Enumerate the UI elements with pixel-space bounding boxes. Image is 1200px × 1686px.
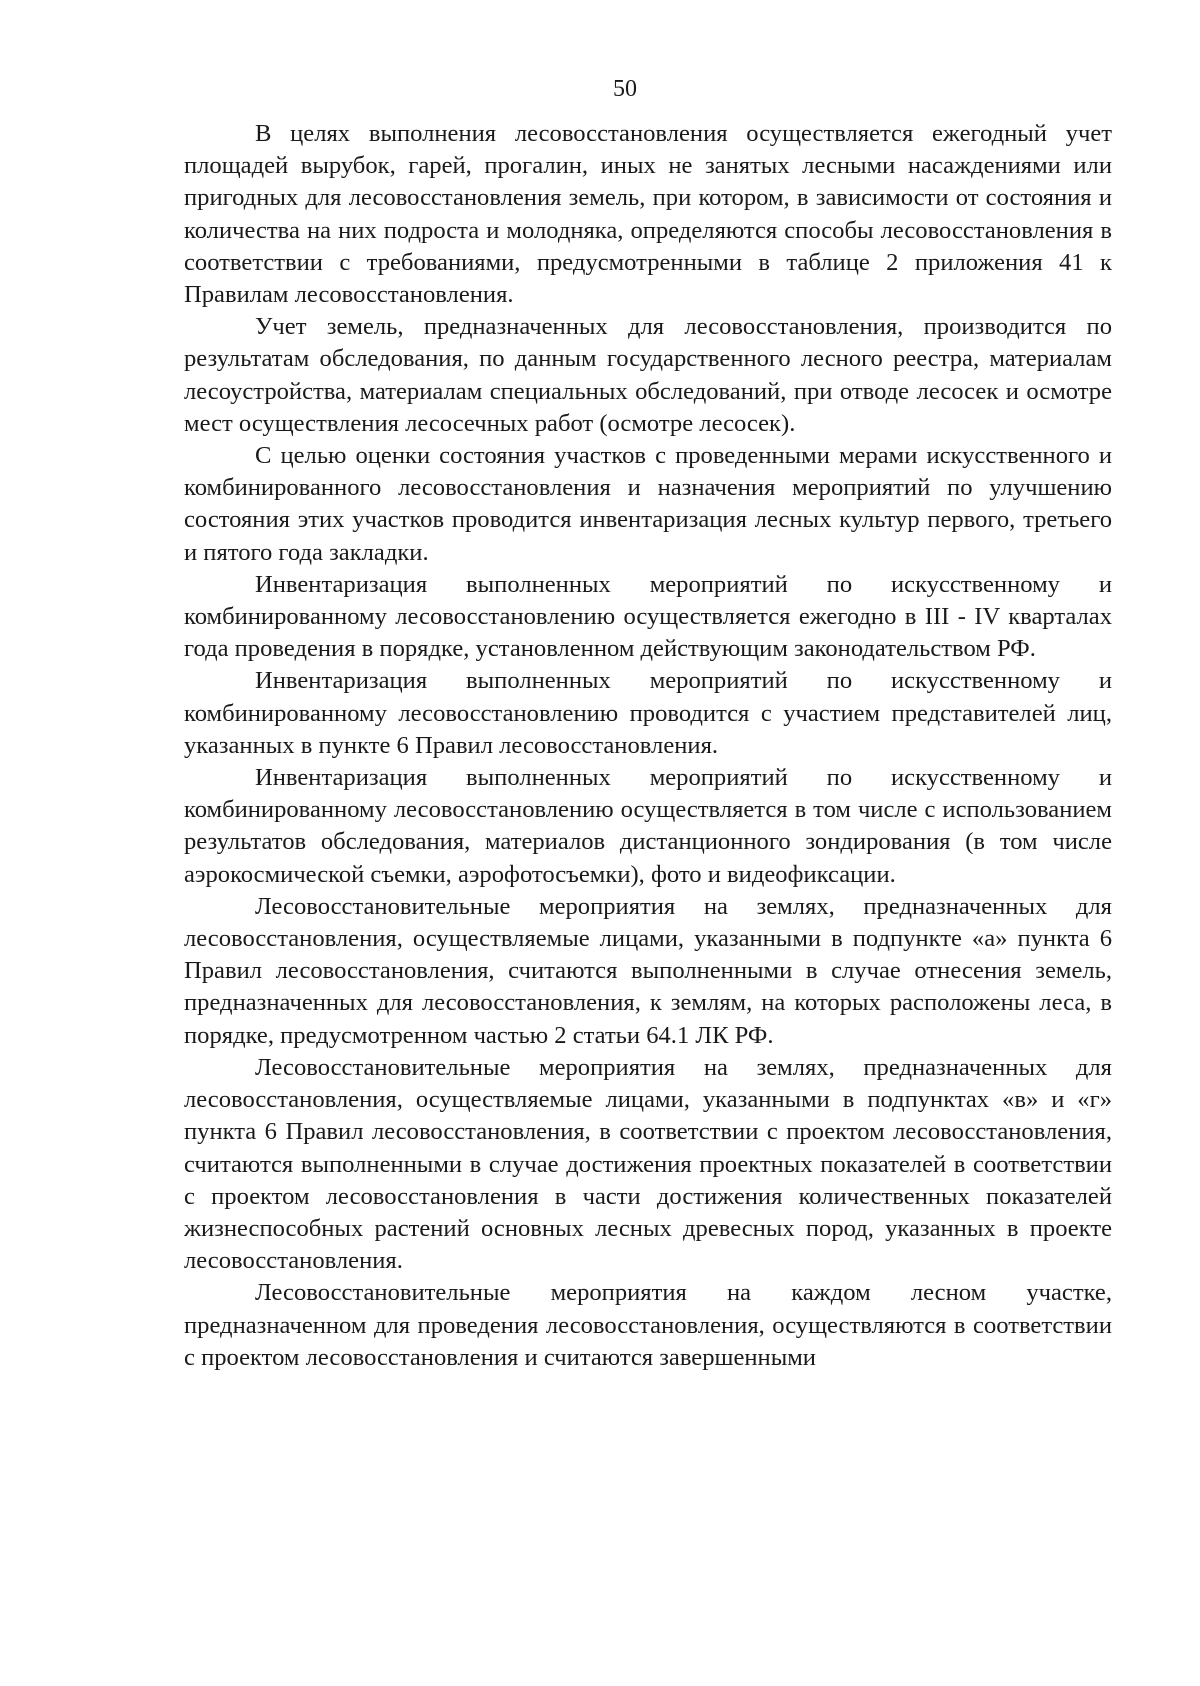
paragraph-inventory-methods: Инвентаризация выполненных мероприятий по искусственному и комбинированному лесовосстановлению осуществляется в том числе с использованием результатов обследования, материалов дистанционного зондирования (в том числе аэрокосмической съемки, аэрофотосъемки), фото и видеофиксации. xyxy=(184,764,1112,888)
paragraph-measures-each-plot: Лесовосстановительные мероприятия на каждом лесном участке, предназначенном для проведения лесовосстановления, осуществляются в соответствии с проектом лесовосстановления и считаются завершенными xyxy=(184,1279,1112,1371)
document-body xyxy=(184,118,1112,1374)
paragraph-inventory-purpose: С целью оценки состояния участков с проведенными мерами искусственного и комбинированного лесовосстановления и назначения мероприятий по улучшению состояния этих участков проводится инвентаризация лесных культур первого, третьего и пятого года закладки. xyxy=(184,442,1112,566)
paragraph-measures-subpoint-a: Лесовосстановительные мероприятия на землях, предназначенных для лесовосстановления, осуществляемые лицами, указанными в подпункте «а» пункта 6 Правил лесовосстановления, считаются выполненными в случае отнесения земель, предназначенных для лесовосстановления, к землям, на которых расположены леса, в порядке, предусмотренном частью 2 статьи 64.1 ЛК РФ. xyxy=(184,892,1112,1049)
paragraph-land-accounting: Учет земель, предназначенных для лесовосстановления, производится по результатам обследования, по данным государственного лесного реестра, материалам лесоустройства, материалам специальных обследований, при отводе лесосек и осмотре мест осуществления лесосечных работ (осмотре лесосек). xyxy=(184,313,1112,437)
page-number: 50 xyxy=(613,76,637,102)
paragraph-inventory-schedule: Инвентаризация выполненных мероприятий по искусственному и комбинированному лесовосстановлению осуществляется ежегодно в III - IV кварталах года проведения в порядке, установленном действующим законодательством РФ. xyxy=(184,570,1112,663)
paragraph-inventory-participants: Инвентаризация выполненных мероприятий по искусственному и комбинированному лесовосстановлению проводится с участием представителей лиц, указанных в пункте 6 Правил лесовосстановления. xyxy=(184,667,1112,759)
paragraph-measures-subpoints-v-g: Лесовосстановительные мероприятия на землях, предназначенных для лесовосстановления, осуществляемые лицами, указанными в подпунктах «в» и «г» пункта 6 Правил лесовосстановления, в соответствии с проектом лесовосстановления, считаются выполненными в случае достижения проектных показателей в соответствии с проектом лесовосстановления в части достижения количественных показателей жизнеспособных растений основных лесных древесных пород, указанных в проекте лесовосстановления. xyxy=(184,1053,1112,1275)
paragraph-annual-accounting: В целях выполнения лесовосстановления осуществляется ежегодный учет площадей вырубок, гарей, прогалин, иных не занятых лесными насаждениями или пригодных для лесовосстановления земель, при котором, в зависимости от состояния и количества на них подроста и молодняка, определяются способы лесовосстановления в соответствии с требованиями, предусмотренными в таблице 2 приложения 41 к Правилам лесовосстановления. xyxy=(184,120,1112,309)
